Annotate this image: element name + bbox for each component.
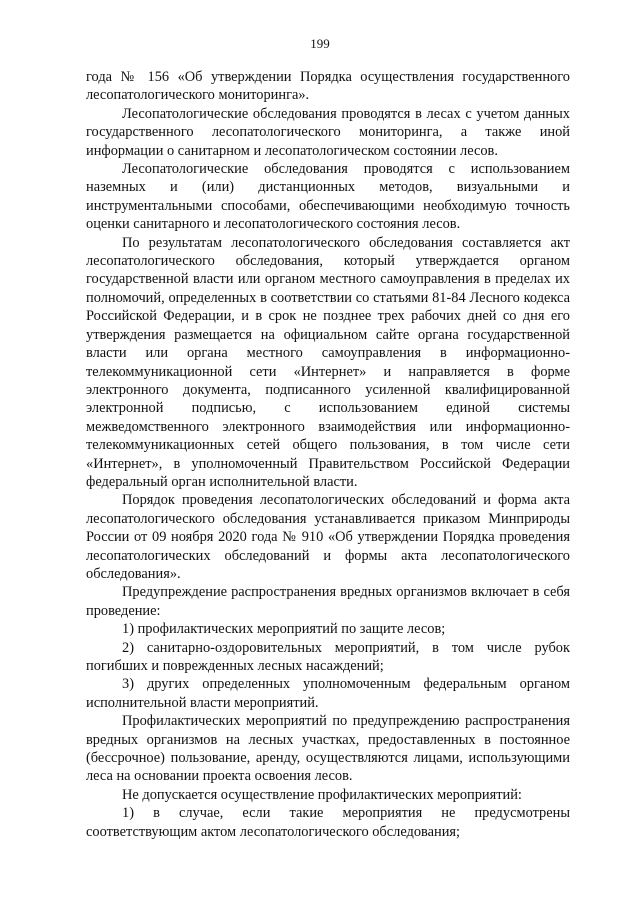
list-item: 1) в случае, если такие мероприятия не предусмотрены соответствующим актом лесопатологического обследования;	[86, 805, 570, 840]
paragraph: Профилактических мероприятий по предупреждению распространения вредных организмов на лесных участках, предоставленных в постоянное (бессрочное) пользование, аренду, осуществляются лицами, использующими леса на основании проекта освоения лесов.	[86, 713, 570, 785]
paragraph: По результатам лесопатологического обследования составляется акт лесопатологического обследования, который утверждается органом государственной власти или органом местного самоуправления в пределах их полномочий, определенных в соответствии со статьями 81-84 Лесного кодекса Российской Федерации, и в срок не позднее трех рабочих дней со дня его утверждения размещается на официальном сайте органа государственной власти или органа местного самоуправления в информационно-телекоммуникационной сети «Интернет» и направляется в форме электронного документа, подписанного усиленной квалифицированной электронной подписью, с использованием единой системы межведомственного электронного взаимодействия или информационно-телекоммуникационных сетей общего пользования, в том числе сети «Интернет», в уполномоченный Правительством Российской Федерации федеральный орган исполнительной власти.	[86, 234, 570, 490]
list-item: 1) профилактических мероприятий по защите лесов;	[122, 621, 446, 638]
paragraph: Предупреждение распространения вредных организмов включает в себя проведение:	[86, 584, 570, 619]
paragraph: Не допускается осуществление профилактических мероприятий:	[122, 786, 522, 803]
paragraph: Порядок проведения лесопатологических обследований и форма акта лесопатологического обследования устанавливается приказом Минприроды России от 09 ноября 2020 года № 910 «Об утверждении Порядка проведения лесопатологических обследований и формы акта лесопатологического обследования».	[86, 492, 570, 582]
paragraph: Лесопатологические обследования проводятся с использованием наземных и (или) дистанционных методов, визуальными и инструментальными способами, обеспечивающими необходимую точность оценки санитарного и лесопатологического состояния лесов.	[86, 161, 570, 233]
paragraph: года № 156 «Об утверждении Порядка осуществления государственного лесопатологического мониторинга».	[86, 69, 570, 104]
page-number: 199	[310, 36, 330, 51]
body-text	[86, 68, 570, 841]
list-item: 2) санитарно-оздоровительных мероприятий, в том числе рубок погибших и поврежденных лесных насаждений;	[86, 639, 570, 674]
paragraph: Лесопатологические обследования проводятся в лесах с учетом данных государственного лесопатологического мониторинга, а также иной информации о санитарном и лесопатологическом состоянии лесов.	[86, 105, 570, 159]
list-item: 3) других определенных уполномоченным федеральным органом исполнительной власти мероприятий.	[86, 676, 570, 711]
